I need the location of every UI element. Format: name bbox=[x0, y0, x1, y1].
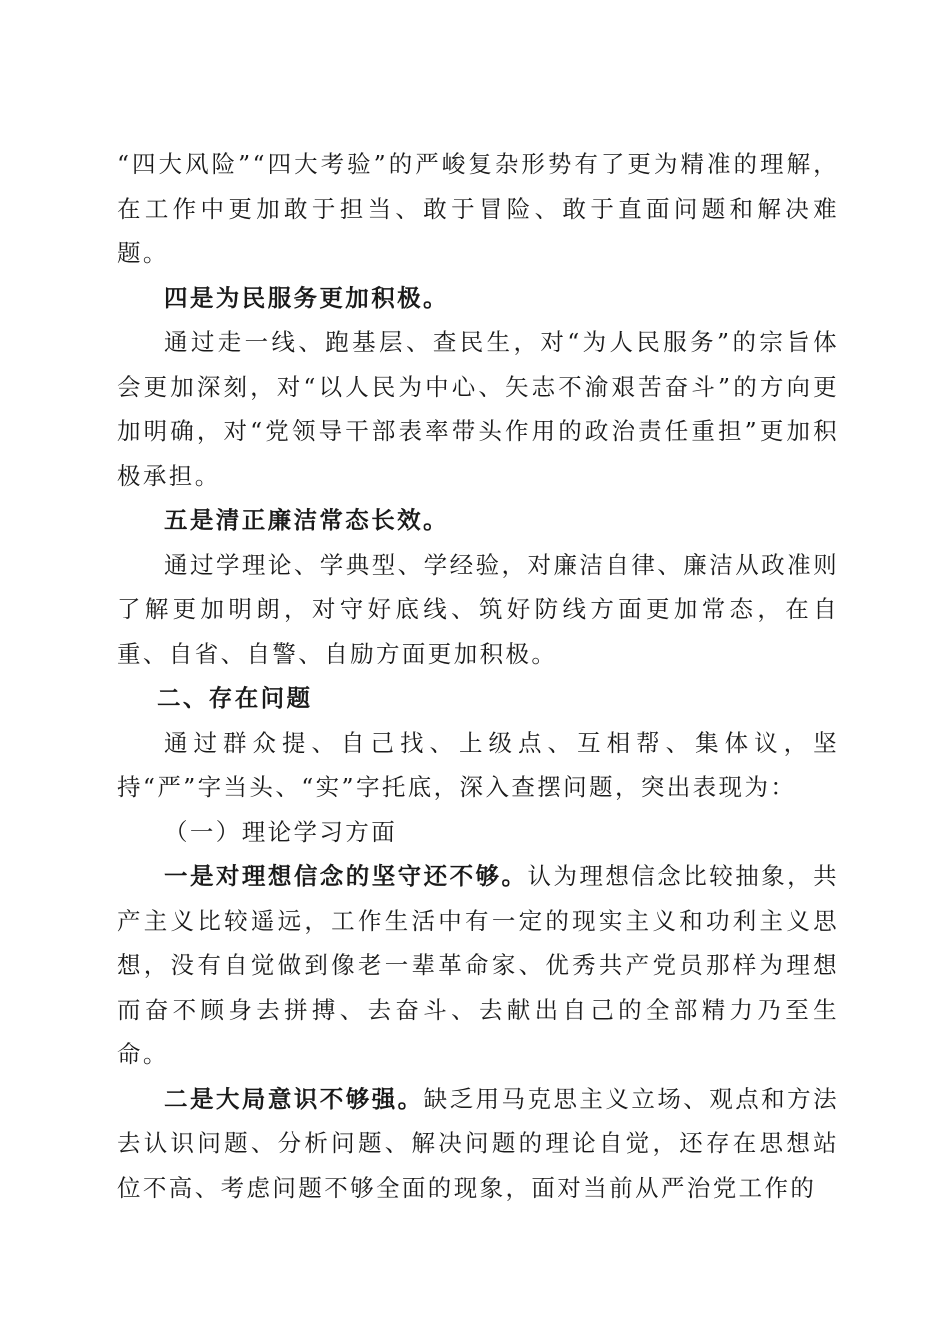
body-overall-awareness: 缺乏用马克思主义立场、观点和方法去认识问题、分析问题、解决问题的理论自觉，还存在思想站位不高、考虑问题不够全面的现象，面对当前从严治党工作的 bbox=[117, 1084, 839, 1202]
paragraph-problems-intro: 通过群众提、自己找、上级点、互相帮、集体议，坚持“严”字当头、“实”字托底，深入查摆问题，突出表现为： bbox=[117, 728, 839, 801]
paragraph-ideals bbox=[117, 854, 839, 1077]
sub-heading-theory-study: （一）理论学习方面 bbox=[164, 817, 398, 846]
paragraph-overall-awareness bbox=[117, 1077, 839, 1211]
heading-integrity: 五是清正廉洁常态长效。 bbox=[164, 506, 449, 534]
document-page bbox=[117, 142, 839, 1210]
section-heading-problems: 二、存在问题 bbox=[157, 684, 313, 712]
lead-ideals: 一是对理想信念的坚守还不够。 bbox=[164, 862, 528, 890]
paragraph-integrity: 通过学理论、学典型、学经验，对廉洁自律、廉洁从政准则了解更加明朗，对守好底线、筑好防线方面更加常态，在自重、自省、自警、自励方面更加积极。 bbox=[117, 550, 839, 668]
paragraph-serve-people: 通过走一线、跑基层、查民生，对“为人民服务”的宗旨体会更加深刻，对“以人民为中心、矢志不渝艰苦奋斗”的方向更加明确，对“党领导干部表率带头作用的政治责任重担”更加积极承担。 bbox=[117, 328, 839, 490]
heading-serve-people: 四是为民服务更加积极。 bbox=[164, 283, 449, 312]
lead-overall-awareness: 二是大局意识不够强。 bbox=[164, 1084, 424, 1113]
body-ideals: 认为理想信念比较抽象，共产主义比较遥远，工作生活中有一定的现实主义和功利主义思想，没有自觉做到像老一辈革命家、优秀共产党员那样为理想而奋不顾身去拼搏、去奋斗、去献出自己的全部精力乃至生命。 bbox=[117, 862, 839, 1068]
paragraph-risks-continuation: “四大风险”“四大考验”的严峻复杂形势有了更为精准的理解，在工作中更加敢于担当、敢于冒险、敢于直面问题和解决难题。 bbox=[117, 150, 839, 267]
